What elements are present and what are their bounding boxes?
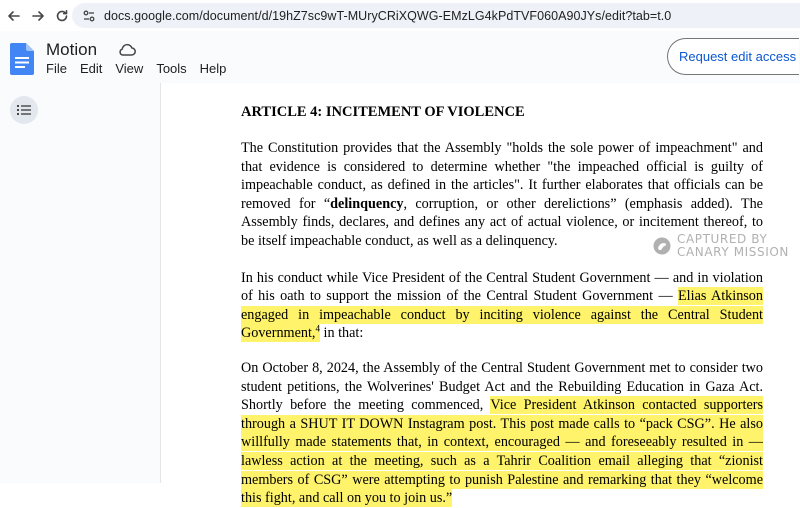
menu-file[interactable]: File [46, 61, 67, 76]
footnote-marker[interactable]: 4 [315, 323, 320, 334]
address-bar[interactable] [72, 3, 800, 28]
p2-text-b: in that: [319, 325, 364, 342]
p1-bold-term: delinquency [330, 195, 404, 212]
menu-tools[interactable]: Tools [156, 61, 187, 76]
article-heading: ARTICLE 4: INCITEMENT OF VIOLENCE [241, 104, 525, 120]
p2-text-a: In his conduct while Vice President of the Central Student Government — and in violation of his oath to support the mission of the Central Student Government — [241, 269, 763, 305]
docs-header [0, 31, 800, 83]
workspace [0, 83, 800, 507]
menu-help[interactable]: Help [199, 61, 227, 76]
menu-view[interactable]: View [115, 61, 144, 76]
p2-highlight-content: Elias Atkinson engaged in impeachable conduct by inciting violence against the Central Student Government, [241, 288, 763, 342]
browser-toolbar [0, 0, 800, 31]
p1-text-a: The Constitution provides that the Assembly "holds the sole power of impeachment" and that evidence is considered to determine whether "the impeached official is guilty of impeachable conduct, as defined in the articles". It further elaborates that officials can be removed for “ [241, 140, 763, 212]
url-text[interactable]: docs.google.com/document/d/19hZ7sc9wT-MUryCRiXQWG-EMzLG4kPdTVF060A90JYs/edit?tab=t.0 [104, 8, 672, 23]
outline-list-icon[interactable] [10, 96, 38, 124]
reload-icon[interactable] [50, 4, 74, 28]
watermark-line-2: CANARY MISSION [677, 245, 789, 259]
menu-edit[interactable]: Edit [79, 61, 103, 76]
canary-mission-watermark [653, 233, 789, 259]
p3-text-a: On October 8, 2024, the Assembly of the Central Student Government met to consider two student petitions, the Wolverines' Budget Act and the Rebuilding Education in Gaza Act. Shortly before the meeting commenced, [241, 359, 763, 414]
canary-mission-logo-icon [653, 237, 671, 255]
cloud-saved-icon[interactable] [117, 42, 137, 58]
document-title[interactable]: Motion [46, 40, 98, 59]
p1-text-b: , corruption, or other derelictions” (emphasis added). The Assembly finds, declares, and defines any act of actual violence, or incitement thereof, to be itself impeachable conduct, as well as a delinquency. [241, 195, 763, 249]
watermark-text [677, 233, 789, 259]
docs-logo-icon[interactable] [10, 43, 34, 75]
watermark-line-1: CAPTURED BY [677, 232, 768, 246]
p3-highlighted-text: Vice President Atkinson contacted supporters through a SHUT IT DOWN Instagram post. This post made calls to “pack CSG”. He also willfully made statements that, in context, encouraged — and foreseeably resulted in — lawless action at the meeting, such as a Tahrir Coalition email alleging that “zionist members of CSG” were attempting to punish Palestine and remarking that they “welcome this fight, and call on you to join us.” [241, 397, 764, 507]
paragraph-conduct [241, 269, 763, 343]
forward-arrow-icon[interactable] [26, 4, 50, 28]
back-arrow-icon[interactable] [2, 4, 26, 28]
paragraph-october-meeting [241, 359, 763, 508]
menu-bar [46, 61, 239, 76]
site-settings-icon[interactable] [82, 9, 96, 23]
document-body[interactable] [241, 103, 763, 508]
request-edit-access-button[interactable]: Request edit access [667, 38, 799, 75]
document-page[interactable] [160, 83, 800, 507]
